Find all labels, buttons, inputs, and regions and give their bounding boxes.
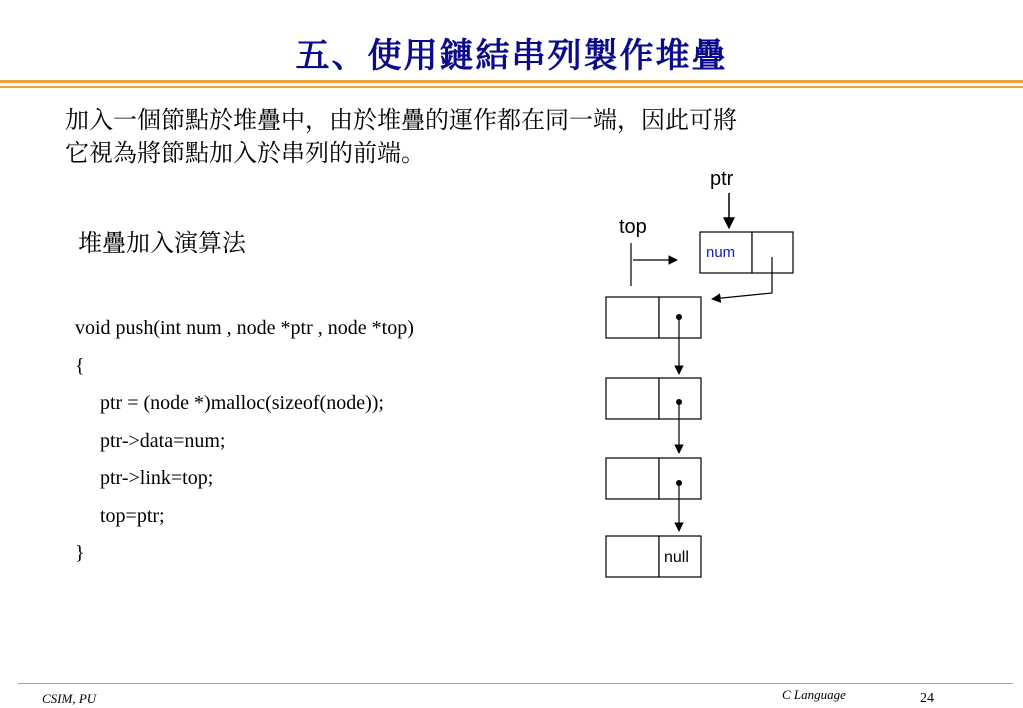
- slide-title: 五、使用鏈結串列製作堆疊: [295, 36, 728, 76]
- code-line-malloc: ptr = (node *)malloc(sizeof(node));: [100, 392, 384, 414]
- code-line-link: ptr->link=top;: [100, 467, 214, 489]
- list-node-3-data-cell: [606, 458, 659, 499]
- null-text: null: [664, 549, 689, 566]
- new-node-data-text: num: [706, 244, 736, 261]
- new-node: [700, 232, 793, 273]
- footer-rule: [18, 683, 1013, 684]
- algorithm-title: 堆疊加入演算法: [78, 229, 246, 257]
- page-number: 24: [920, 691, 934, 706]
- list-node-4: [606, 536, 701, 577]
- list-node-4-data-cell: [606, 536, 659, 577]
- list-node-2-data-cell: [606, 378, 659, 419]
- list-node-1: [606, 297, 701, 338]
- list-node-1-data-cell: [606, 297, 659, 338]
- code-line-signature: void push(int num , node *ptr , node *top): [75, 317, 414, 339]
- list-node-2: [606, 378, 701, 419]
- list-node-3: [606, 458, 701, 499]
- intro-line-1: 加入一個節點於堆疊中，由於堆疊的運作都在同一端，因此可將: [65, 106, 737, 134]
- intro-line-2: 它視為將節點加入於串列的前端。: [65, 139, 425, 167]
- code-line-data: ptr->data=num;: [100, 429, 226, 452]
- footer-center-text: C Language: [782, 687, 846, 702]
- list-node-2-link-cell: [659, 378, 701, 419]
- code-line-close-brace: }: [75, 542, 85, 564]
- footer-left-text: CSIM, PU: [42, 691, 97, 706]
- top-label: top: [619, 216, 647, 238]
- code-line-top: top=ptr;: [100, 504, 165, 527]
- list-node-3-link-cell: [659, 458, 701, 499]
- code-line-open-brace: {: [75, 354, 85, 377]
- ptr-label: ptr: [710, 168, 734, 190]
